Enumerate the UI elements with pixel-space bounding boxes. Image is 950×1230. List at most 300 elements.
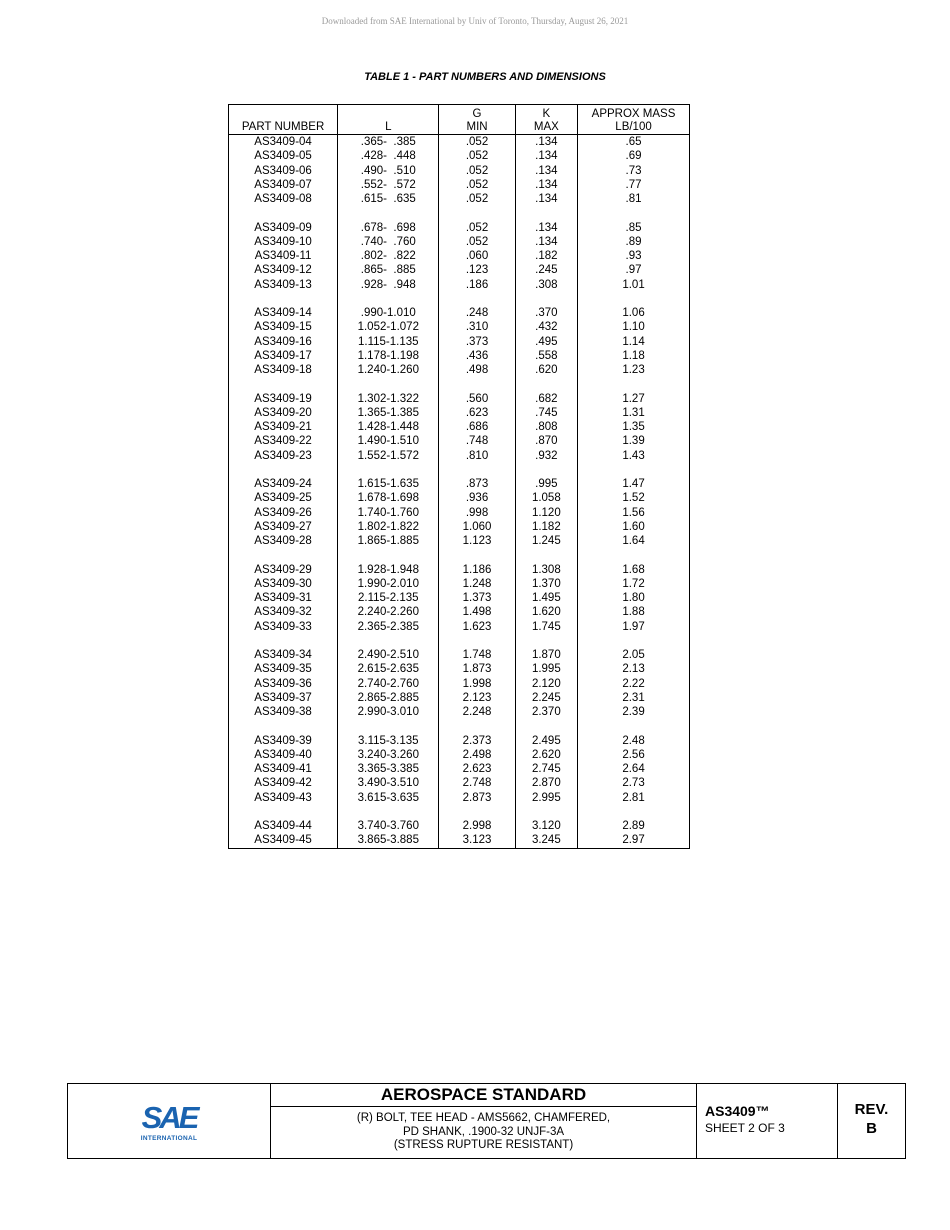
- cell-approx-mass: 1.72: [578, 577, 690, 591]
- table-row: [229, 235, 690, 249]
- cell-k-max: .370: [515, 306, 577, 320]
- revision-value: B: [866, 1120, 877, 1137]
- table-row: [229, 449, 690, 463]
- table-row: [229, 748, 690, 762]
- table-row: [229, 620, 690, 634]
- cell-k-max: .682: [515, 392, 577, 406]
- cell-l: .365- .385: [338, 135, 439, 150]
- cell-g-min: .123: [439, 263, 515, 277]
- cell-k-max: .134: [515, 164, 577, 178]
- spacer-cell: [229, 634, 338, 648]
- cell-k-max: .745: [515, 406, 577, 420]
- cell-approx-mass: 1.14: [578, 335, 690, 349]
- cell-l: 1.615-1.635: [338, 477, 439, 491]
- spacer-cell: [578, 206, 690, 220]
- cell-g-min: 1.623: [439, 620, 515, 634]
- table-row: [229, 677, 690, 691]
- standard-title: AEROSPACE STANDARD: [271, 1084, 696, 1107]
- cell-approx-mass: .93: [578, 249, 690, 263]
- table-row: [229, 335, 690, 349]
- spacer-cell: [578, 292, 690, 306]
- spacer-cell: [338, 548, 439, 562]
- cell-l: 1.490-1.510: [338, 434, 439, 448]
- cell-part-number: AS3409-10: [254, 235, 312, 248]
- cell-part-number: AS3409-17: [254, 349, 312, 362]
- cell-k-max: .134: [515, 235, 577, 249]
- spacer-cell: [338, 377, 439, 391]
- cell-k-max: 1.370: [515, 577, 577, 591]
- spacer-cell: [338, 634, 439, 648]
- cell-approx-mass: 1.27: [578, 392, 690, 406]
- cell-g-min: .060: [439, 249, 515, 263]
- cell-approx-mass: 2.22: [578, 677, 690, 691]
- cell-k-max: .308: [515, 278, 577, 292]
- cell-part-number: AS3409-31: [254, 592, 312, 605]
- cell-part-number: AS3409-30: [254, 577, 312, 590]
- cell-l: 2.740-2.760: [338, 677, 439, 691]
- cell-k-max: 2.120: [515, 677, 577, 691]
- cell-l: 1.115-1.135: [338, 335, 439, 349]
- cell-l: 1.178-1.198: [338, 349, 439, 363]
- cell-l: 1.802-1.822: [338, 520, 439, 534]
- spacer-cell: [578, 719, 690, 733]
- spacer-cell: [439, 719, 515, 733]
- cell-approx-mass: 1.64: [578, 534, 690, 548]
- cell-g-min: 2.873: [439, 791, 515, 805]
- group-spacer-row: [229, 719, 690, 733]
- sheet-number: SHEET 2 OF 3: [705, 1121, 785, 1135]
- cell-g-min: 1.373: [439, 591, 515, 605]
- cell-k-max: 2.620: [515, 748, 577, 762]
- header-l: L: [338, 105, 439, 135]
- cell-k-max: 2.370: [515, 705, 577, 719]
- group-spacer-row: [229, 805, 690, 819]
- cell-approx-mass: 1.56: [578, 506, 690, 520]
- cell-l: 2.615-2.635: [338, 662, 439, 676]
- cell-l: .928- .948: [338, 278, 439, 292]
- cell-l: 3.490-3.510: [338, 776, 439, 790]
- cell-g-min: .436: [439, 349, 515, 363]
- cell-approx-mass: .73: [578, 164, 690, 178]
- part-numbers-table: [228, 104, 690, 849]
- table-row: [229, 563, 690, 577]
- cell-approx-mass: 1.43: [578, 449, 690, 463]
- table-row: [229, 420, 690, 434]
- table-row: [229, 363, 690, 377]
- cell-part-number: AS3409-28: [254, 535, 312, 548]
- table-row: [229, 762, 690, 776]
- table-row: [229, 149, 690, 163]
- table-row: [229, 491, 690, 505]
- spacer-cell: [515, 548, 577, 562]
- cell-g-min: 2.123: [439, 691, 515, 705]
- cell-part-number: AS3409-27: [254, 520, 312, 533]
- cell-approx-mass: 1.97: [578, 620, 690, 634]
- cell-g-min: .748: [439, 434, 515, 448]
- cell-k-max: .134: [515, 221, 577, 235]
- cell-k-max: 2.995: [515, 791, 577, 805]
- description-line: PD SHANK, .1900-32 UNJF-3A: [402, 1125, 565, 1138]
- spacer-cell: [229, 377, 338, 391]
- document-number: AS3409™: [705, 1103, 770, 1119]
- sae-logo-mark: SAE: [141, 1100, 197, 1135]
- cell-k-max: 1.995: [515, 662, 577, 676]
- cell-part-number: AS3409-25: [254, 492, 312, 505]
- document-number-cell: [697, 1084, 838, 1158]
- cell-k-max: 3.245: [515, 833, 577, 848]
- spacer-cell: [515, 719, 577, 733]
- cell-approx-mass: 1.68: [578, 563, 690, 577]
- table-row: [229, 263, 690, 277]
- cell-part-number: AS3409-33: [254, 620, 312, 633]
- cell-g-min: 1.748: [439, 648, 515, 662]
- cell-approx-mass: 1.18: [578, 349, 690, 363]
- table-row: [229, 164, 690, 178]
- part-description: [271, 1107, 696, 1158]
- cell-g-min: .052: [439, 164, 515, 178]
- cell-part-number: AS3409-05: [254, 150, 312, 163]
- cell-g-min: .052: [439, 192, 515, 206]
- cell-approx-mass: 2.81: [578, 791, 690, 805]
- cell-k-max: .134: [515, 135, 577, 150]
- cell-approx-mass: 1.23: [578, 363, 690, 377]
- cell-l: 2.490-2.510: [338, 648, 439, 662]
- sae-logo-cell: [68, 1084, 271, 1158]
- cell-k-max: .932: [515, 449, 577, 463]
- table-row: [229, 791, 690, 805]
- cell-approx-mass: .77: [578, 178, 690, 192]
- group-spacer-row: [229, 634, 690, 648]
- title-cell: [271, 1084, 697, 1158]
- table-row: [229, 392, 690, 406]
- cell-l: 1.552-1.572: [338, 449, 439, 463]
- sae-logo: [134, 1099, 204, 1143]
- spacer-cell: [229, 719, 338, 733]
- cell-part-number: AS3409-12: [254, 264, 312, 277]
- table-row: [229, 819, 690, 833]
- cell-k-max: .558: [515, 349, 577, 363]
- cell-g-min: 1.123: [439, 534, 515, 548]
- table-row: [229, 278, 690, 292]
- cell-approx-mass: 1.80: [578, 591, 690, 605]
- table-row: [229, 306, 690, 320]
- cell-l: .802- .822: [338, 249, 439, 263]
- cell-g-min: 2.748: [439, 776, 515, 790]
- cell-l: 1.240-1.260: [338, 363, 439, 377]
- cell-approx-mass: 2.64: [578, 762, 690, 776]
- header-approx-mass: APPROX MASS LB/100: [578, 105, 690, 135]
- spacer-cell: [439, 377, 515, 391]
- cell-k-max: 1.182: [515, 520, 577, 534]
- cell-l: .990-1.010: [338, 306, 439, 320]
- cell-l: 3.115-3.135: [338, 734, 439, 748]
- cell-g-min: 3.123: [439, 833, 515, 848]
- cell-part-number: AS3409-24: [254, 478, 312, 491]
- cell-approx-mass: 2.73: [578, 776, 690, 790]
- table-row: [229, 734, 690, 748]
- table-row: [229, 406, 690, 420]
- cell-g-min: .248: [439, 306, 515, 320]
- table-row: [229, 591, 690, 605]
- cell-part-number: AS3409-32: [254, 606, 312, 619]
- spacer-cell: [439, 463, 515, 477]
- cell-l: .865- .885: [338, 263, 439, 277]
- spacer-cell: [338, 206, 439, 220]
- download-watermark: Downloaded from SAE International by Univ of Toronto, Thursday, August 26, 2021: [321, 16, 629, 26]
- cell-part-number: AS3409-19: [254, 392, 312, 405]
- table-row: [229, 249, 690, 263]
- spacer-cell: [338, 463, 439, 477]
- cell-l: 3.615-3.635: [338, 791, 439, 805]
- spacer-cell: [229, 463, 338, 477]
- cell-g-min: .498: [439, 363, 515, 377]
- cell-part-number: AS3409-29: [254, 563, 312, 576]
- description-line: (R) BOLT, TEE HEAD - AMS5662, CHAMFERED,: [356, 1112, 611, 1124]
- cell-approx-mass: 2.97: [578, 833, 690, 848]
- cell-approx-mass: 2.89: [578, 819, 690, 833]
- cell-l: .740- .760: [338, 235, 439, 249]
- spacer-cell: [515, 377, 577, 391]
- cell-g-min: .873: [439, 477, 515, 491]
- cell-part-number: AS3409-11: [254, 250, 312, 263]
- spacer-cell: [439, 634, 515, 648]
- spacer-cell: [439, 292, 515, 306]
- cell-approx-mass: .85: [578, 221, 690, 235]
- cell-g-min: .052: [439, 149, 515, 163]
- spacer-cell: [515, 634, 577, 648]
- cell-part-number: AS3409-45: [254, 834, 312, 847]
- cell-part-number: AS3409-39: [254, 734, 312, 747]
- table-row: [229, 776, 690, 790]
- spacer-cell: [515, 292, 577, 306]
- spacer-cell: [578, 548, 690, 562]
- cell-g-min: 1.498: [439, 605, 515, 619]
- cell-approx-mass: 1.52: [578, 491, 690, 505]
- cell-l: .615- .635: [338, 192, 439, 206]
- table-title: TABLE 1 - PART NUMBERS AND DIMENSIONS: [364, 71, 606, 83]
- spacer-cell: [578, 377, 690, 391]
- cell-k-max: 1.058: [515, 491, 577, 505]
- cell-g-min: 1.060: [439, 520, 515, 534]
- cell-approx-mass: 1.01: [578, 278, 690, 292]
- cell-l: 1.428-1.448: [338, 420, 439, 434]
- cell-g-min: 1.873: [439, 662, 515, 676]
- cell-approx-mass: 2.39: [578, 705, 690, 719]
- cell-part-number: AS3409-36: [254, 677, 312, 690]
- cell-part-number: AS3409-38: [254, 706, 312, 719]
- spacer-cell: [439, 548, 515, 562]
- cell-l: 2.115-2.135: [338, 591, 439, 605]
- table-row: [229, 178, 690, 192]
- cell-l: 2.990-3.010: [338, 705, 439, 719]
- table-row: [229, 833, 690, 848]
- spacer-cell: [338, 719, 439, 733]
- cell-k-max: 2.745: [515, 762, 577, 776]
- revision-cell: [838, 1084, 905, 1158]
- cell-g-min: .998: [439, 506, 515, 520]
- cell-part-number: AS3409-37: [254, 691, 312, 704]
- cell-l: 1.865-1.885: [338, 534, 439, 548]
- cell-part-number: AS3409-44: [254, 820, 312, 833]
- spacer-cell: [338, 292, 439, 306]
- cell-part-number: AS3409-34: [254, 649, 312, 662]
- cell-approx-mass: 1.39: [578, 434, 690, 448]
- cell-g-min: .373: [439, 335, 515, 349]
- cell-k-max: .808: [515, 420, 577, 434]
- cell-g-min: 1.248: [439, 577, 515, 591]
- cell-l: 2.240-2.260: [338, 605, 439, 619]
- table-row: [229, 691, 690, 705]
- cell-k-max: 3.120: [515, 819, 577, 833]
- cell-k-max: 1.245: [515, 534, 577, 548]
- cell-approx-mass: .89: [578, 235, 690, 249]
- cell-g-min: 2.623: [439, 762, 515, 776]
- cell-approx-mass: 2.48: [578, 734, 690, 748]
- cell-k-max: .182: [515, 249, 577, 263]
- cell-k-max: .134: [515, 192, 577, 206]
- spacer-cell: [229, 548, 338, 562]
- cell-g-min: .052: [439, 235, 515, 249]
- table-row: [229, 135, 690, 150]
- table-row: [229, 577, 690, 591]
- cell-approx-mass: 2.05: [578, 648, 690, 662]
- header-part-number: PART NUMBER: [229, 105, 338, 135]
- cell-approx-mass: 1.35: [578, 420, 690, 434]
- cell-l: 3.365-3.385: [338, 762, 439, 776]
- spacer-cell: [515, 206, 577, 220]
- cell-g-min: .186: [439, 278, 515, 292]
- spacer-cell: [338, 805, 439, 819]
- table-row: [229, 605, 690, 619]
- cell-k-max: 2.495: [515, 734, 577, 748]
- cell-g-min: 2.248: [439, 705, 515, 719]
- table-row: [229, 434, 690, 448]
- cell-l: 3.865-3.885: [338, 833, 439, 848]
- cell-part-number: AS3409-06: [254, 164, 312, 177]
- cell-k-max: 1.870: [515, 648, 577, 662]
- spacer-cell: [229, 206, 338, 220]
- cell-k-max: 2.870: [515, 776, 577, 790]
- cell-part-number: AS3409-26: [254, 506, 312, 519]
- cell-part-number: AS3409-14: [254, 307, 312, 320]
- spacer-cell: [578, 463, 690, 477]
- cell-part-number: AS3409-08: [254, 193, 312, 206]
- cell-g-min: 1.186: [439, 563, 515, 577]
- spacer-cell: [578, 634, 690, 648]
- cell-k-max: .432: [515, 320, 577, 334]
- cell-k-max: .134: [515, 178, 577, 192]
- cell-k-max: 1.745: [515, 620, 577, 634]
- cell-l: 3.740-3.760: [338, 819, 439, 833]
- cell-part-number: AS3409-18: [254, 364, 312, 377]
- cell-l: 1.740-1.760: [338, 506, 439, 520]
- cell-approx-mass: 1.60: [578, 520, 690, 534]
- cell-approx-mass: 2.56: [578, 748, 690, 762]
- cell-l: 1.928-1.948: [338, 563, 439, 577]
- cell-g-min: .310: [439, 320, 515, 334]
- spacer-cell: [515, 463, 577, 477]
- cell-l: 3.240-3.260: [338, 748, 439, 762]
- spacer-cell: [439, 805, 515, 819]
- cell-g-min: .052: [439, 221, 515, 235]
- cell-part-number: AS3409-04: [254, 136, 312, 149]
- table-body: [229, 135, 690, 849]
- cell-part-number: AS3409-21: [254, 421, 312, 434]
- spacer-cell: [439, 206, 515, 220]
- cell-l: .490- .510: [338, 164, 439, 178]
- cell-l: 1.052-1.072: [338, 320, 439, 334]
- cell-l: 1.302-1.322: [338, 392, 439, 406]
- cell-approx-mass: 1.47: [578, 477, 690, 491]
- cell-k-max: .870: [515, 434, 577, 448]
- cell-approx-mass: .65: [578, 135, 690, 150]
- cell-l: 2.365-2.385: [338, 620, 439, 634]
- cell-approx-mass: .69: [578, 149, 690, 163]
- cell-approx-mass: 1.10: [578, 320, 690, 334]
- table-row: [229, 320, 690, 334]
- cell-l: .678- .698: [338, 221, 439, 235]
- group-spacer-row: [229, 548, 690, 562]
- cell-approx-mass: 1.06: [578, 306, 690, 320]
- cell-part-number: AS3409-43: [254, 791, 312, 804]
- cell-part-number: AS3409-15: [254, 321, 312, 334]
- cell-part-number: AS3409-22: [254, 435, 312, 448]
- cell-k-max: .995: [515, 477, 577, 491]
- table-row: [229, 648, 690, 662]
- sae-logo-subtext: INTERNATIONAL: [140, 1135, 198, 1142]
- cell-approx-mass: 1.31: [578, 406, 690, 420]
- revision-label: REV.: [854, 1101, 889, 1118]
- cell-k-max: .495: [515, 335, 577, 349]
- table-row: [229, 349, 690, 363]
- cell-l: 1.990-2.010: [338, 577, 439, 591]
- cell-k-max: 1.620: [515, 605, 577, 619]
- cell-g-min: .936: [439, 491, 515, 505]
- cell-part-number: AS3409-41: [254, 763, 312, 776]
- cell-approx-mass: 2.31: [578, 691, 690, 705]
- cell-g-min: 1.998: [439, 677, 515, 691]
- cell-k-max: .245: [515, 263, 577, 277]
- cell-part-number: AS3409-13: [254, 278, 312, 291]
- cell-k-max: 1.495: [515, 591, 577, 605]
- table-row: [229, 534, 690, 548]
- cell-part-number: AS3409-16: [254, 335, 312, 348]
- cell-part-number: AS3409-42: [254, 777, 312, 790]
- cell-part-number: AS3409-07: [254, 178, 312, 191]
- cell-k-max: 1.120: [515, 506, 577, 520]
- group-spacer-row: [229, 206, 690, 220]
- cell-g-min: 2.373: [439, 734, 515, 748]
- cell-approx-mass: 1.88: [578, 605, 690, 619]
- spacer-cell: [578, 805, 690, 819]
- cell-l: .428- .448: [338, 149, 439, 163]
- cell-l: 1.678-1.698: [338, 491, 439, 505]
- cell-g-min: .686: [439, 420, 515, 434]
- cell-part-number: AS3409-40: [254, 748, 312, 761]
- cell-part-number: AS3409-35: [254, 663, 312, 676]
- cell-g-min: .052: [439, 135, 515, 150]
- cell-g-min: .810: [439, 449, 515, 463]
- spacer-cell: [515, 805, 577, 819]
- spacer-cell: [229, 805, 338, 819]
- cell-approx-mass: .97: [578, 263, 690, 277]
- table-row: [229, 221, 690, 235]
- group-spacer-row: [229, 463, 690, 477]
- table-row: [229, 506, 690, 520]
- cell-part-number: AS3409-09: [254, 221, 312, 234]
- cell-l: .552- .572: [338, 178, 439, 192]
- group-spacer-row: [229, 292, 690, 306]
